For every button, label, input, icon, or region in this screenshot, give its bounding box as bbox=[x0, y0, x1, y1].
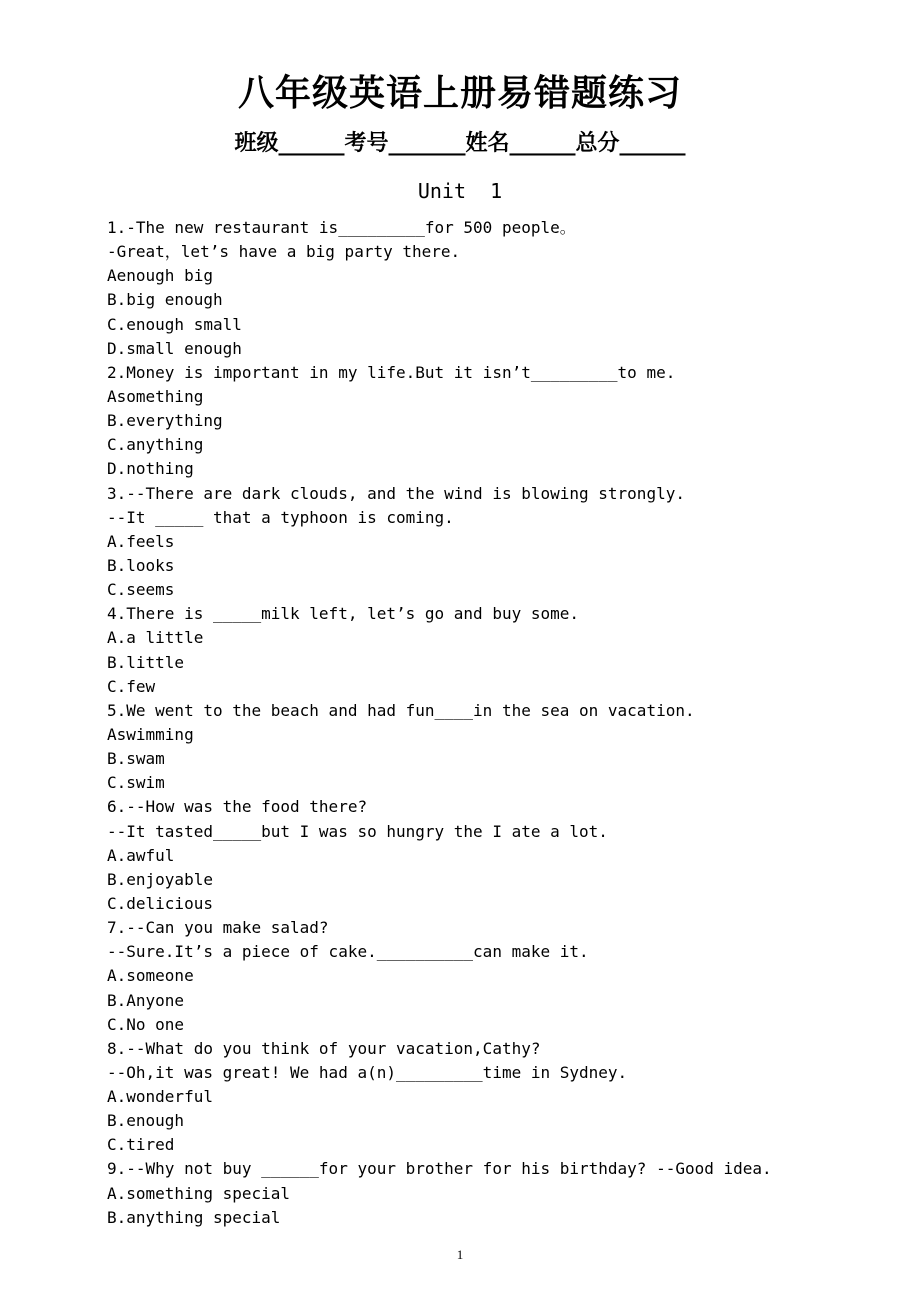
answer-option: B.swam bbox=[107, 749, 165, 769]
answer-option: C.swim bbox=[107, 773, 165, 793]
answer-option: Aenough big bbox=[107, 266, 213, 286]
question-stem: 9.--Why not buy ______for your brother for his birthday? --Good idea. bbox=[107, 1159, 772, 1179]
answer-option: C.delicious bbox=[107, 893, 213, 913]
question-stem: 3.--There are dark clouds, and the wind is blowing strongly. bbox=[107, 483, 685, 503]
answer-option: B.little bbox=[107, 652, 185, 672]
page-title: 八年级英语上册易错题练习 bbox=[237, 73, 682, 114]
answer-option: A.wonderful bbox=[107, 1087, 213, 1107]
question-stem: 1.-The new restaurant is_________for 500 people。 bbox=[107, 218, 576, 237]
answer-option: Aswimming bbox=[107, 724, 194, 744]
question-stem: 5.We went to the beach and had fun____in the sea on vacation. bbox=[107, 700, 695, 720]
question-list bbox=[107, 216, 887, 1230]
answer-option: A.something special bbox=[107, 1183, 291, 1203]
answer-option: Asomething bbox=[107, 386, 204, 406]
student-info-line: 班级______考号_______姓名______总分______ bbox=[234, 131, 686, 156]
dialogue-line: --It tasted_____but I was so hungry the I ate a lot. bbox=[107, 821, 608, 841]
answer-option: B.enjoyable bbox=[107, 869, 213, 889]
question-stem: 4.There is _____milk left, let’s go and buy some. bbox=[107, 604, 580, 624]
question-stem: 8.--What do you think of your vacation,Cathy? bbox=[107, 1038, 541, 1058]
answer-option: A.someone bbox=[107, 966, 194, 986]
answer-option: A.awful bbox=[107, 845, 175, 865]
answer-option: A.feels bbox=[107, 531, 175, 551]
dialogue-line: -Great，let’s have a big party there. bbox=[107, 242, 461, 262]
answer-option: B.anything special bbox=[107, 1207, 281, 1227]
dialogue-line: --Sure.It’s a piece of cake.__________can make it. bbox=[107, 942, 589, 962]
answer-option: B.enough bbox=[107, 1111, 185, 1131]
dialogue-line: --Oh,it was great! We had a(n)_________time in Sydney. bbox=[107, 1062, 628, 1082]
dialogue-line: --It _____ that a typhoon is coming. bbox=[107, 507, 454, 527]
answer-option: B.looks bbox=[107, 555, 175, 575]
question-stem: 6.--How was the food there? bbox=[107, 797, 368, 817]
question-stem: 7.--Can you make salad? bbox=[107, 918, 329, 938]
unit-heading: Unit 1 bbox=[417, 179, 503, 203]
answer-option: C.seems bbox=[107, 580, 175, 600]
answer-option: C.few bbox=[107, 676, 156, 696]
answer-option: B.Anyone bbox=[107, 990, 185, 1010]
answer-option: C.enough small bbox=[107, 314, 242, 334]
answer-option: B.everything bbox=[107, 411, 223, 431]
answer-option: B.big enough bbox=[107, 290, 223, 310]
answer-option: C.anything bbox=[107, 435, 204, 455]
answer-option: C.tired bbox=[107, 1135, 175, 1155]
answer-option: D.small enough bbox=[107, 338, 242, 358]
page-number: 1 bbox=[456, 1247, 464, 1262]
answer-option: D.nothing bbox=[107, 459, 194, 479]
question-stem: 2.Money is important in my life.But it isn’t_________to me. bbox=[107, 362, 676, 382]
answer-option: A.a little bbox=[107, 628, 204, 648]
answer-option: C.No one bbox=[107, 1014, 185, 1034]
